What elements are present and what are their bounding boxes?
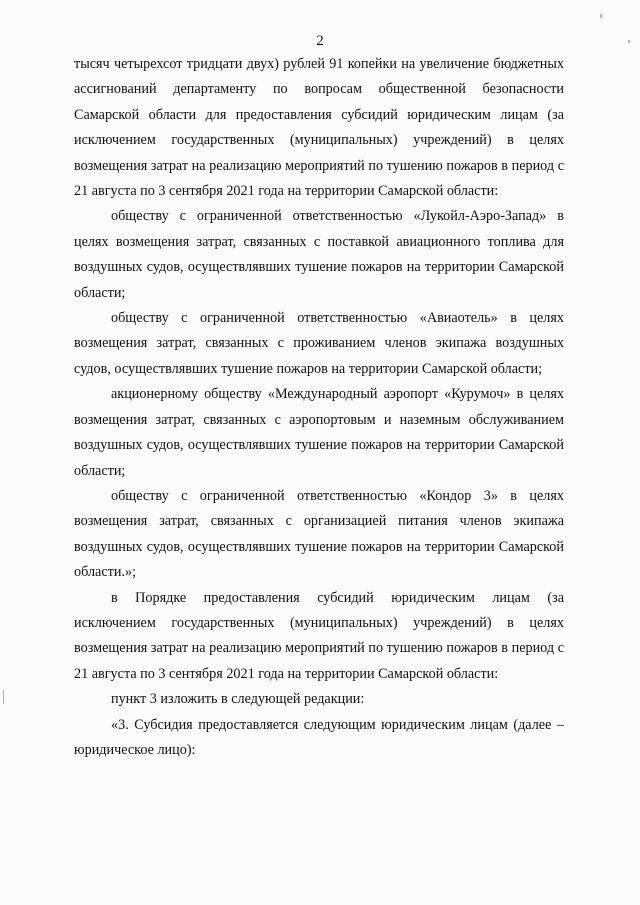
scan-speck-left-edge [3,690,4,704]
scan-speck-right-edge [628,40,630,43]
page-number: 2 [316,33,324,49]
paragraph-clause-3-instruction: пункт 3 изложить в следующей редакции: [111,691,365,708]
paragraph-kurumoch-airport: акционерному обществу «Международный аэропорт «Курумоч» в целях возмещения затрат, связанных с аэропортовым и наземным обслуживанием воздушных судов, осуществлявших тушение пожаров на территории Самарской области; [74,386,564,479]
paragraph-kondor-3: обществу с ограниченной ответственностью «Кондор 3» в целях возмещения затрат, связанных с организацией питания членов экипажа воздушных судов, осуществлявших тушение пожаров на территории Самарской области.»; [74,487,564,581]
document-body [74,52,564,763]
scan-speck-top-right [600,14,602,18]
paragraph-subsidy-procedure: в Порядке предоставления субсидий юридическим лицам (за исключением государственных (муниципальных) учреждений) в целях возмещения затрат на реализацию мероприятий по тушению пожаров в период с 21 августа по 3 сентября 2021 года на территории Самарской области: [74,589,564,682]
paragraph-aviaotel: обществу с ограниченной ответственностью «Авиаотель» в целях возмещения затрат, связанных с проживанием членов экипажа воздушных судов, осуществлявших тушение пожаров на территории Самарской области; [74,310,564,377]
paragraph-clause-3-text: «3. Субсидия предоставляется следующим юридическим лицам (далее – юридическое лицо): [74,716,564,758]
paragraph-continuation: тысяч четырехсот тридцати двух) рублей 91 копейки на увеличение бюджетных ассигнований департаменту по вопросам общественной безопасности Самарской области для предоставления субсидий юридическим лицам (за исключением государственных (муниципальных) учреждений) в целях возмещения затрат на реализацию мероприятий по тушению пожаров в период с 21 августа по 3 сентября 2021 года на территории Самарской области: [74,56,564,200]
paragraph-lukoil-aero-zapad: обществу с ограниченной ответственностью «Лукойл-Аэро-Запад» в целях возмещения затрат, связанных с поставкой авиационного топлива для воздушных судов, осуществлявших тушение пожаров на территории Самарской области; [74,208,564,301]
